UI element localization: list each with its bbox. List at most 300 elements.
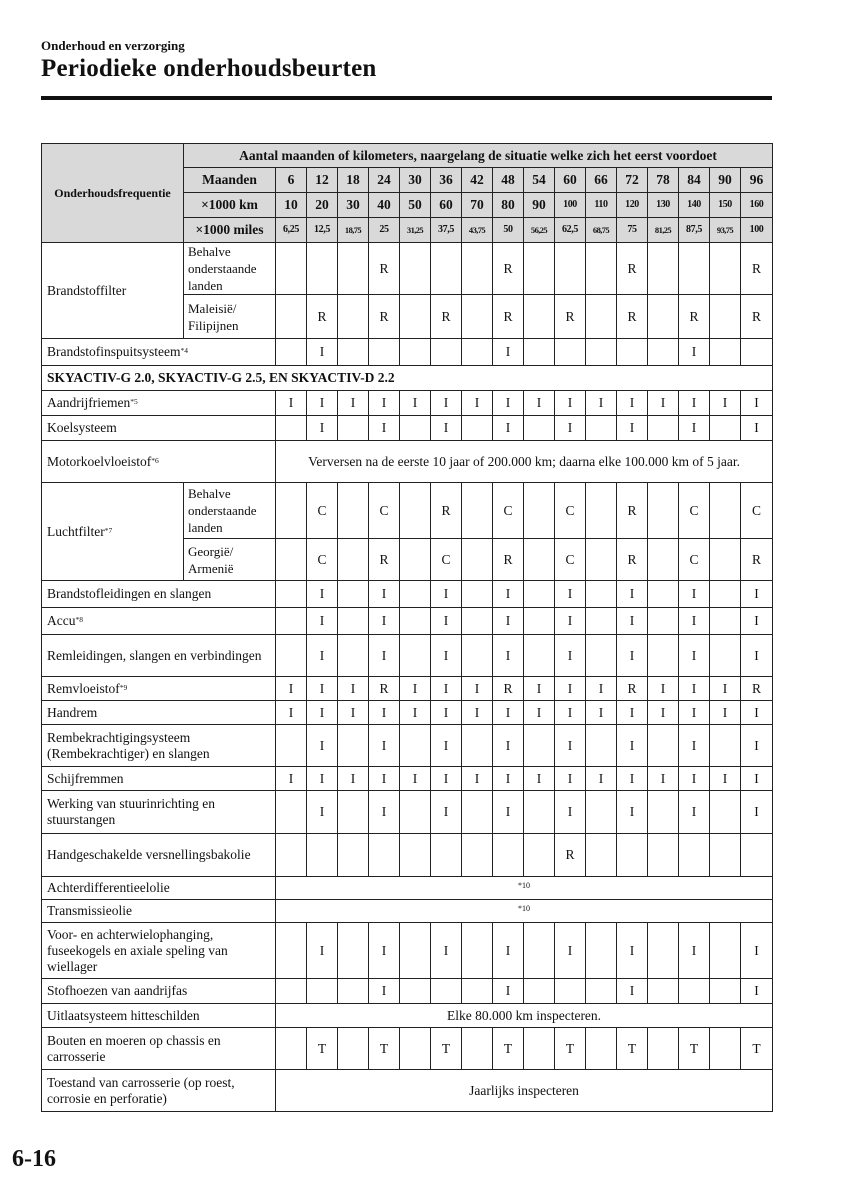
header-interval-value	[493, 218, 524, 243]
interval-cell-text: I	[754, 420, 759, 435]
interval-cell	[555, 581, 586, 608]
item-label-text: Remvloeistof	[47, 680, 120, 696]
header-interval-value-text: 48	[501, 172, 515, 187]
interval-cell-text: I	[443, 586, 449, 601]
interval-cell	[679, 979, 710, 1004]
header-interval-value-text: 6,25	[283, 224, 299, 235]
interval-cell	[555, 979, 586, 1004]
interval-cell	[555, 416, 586, 441]
interval-cell	[741, 635, 773, 677]
interval-cell-text: I	[722, 680, 728, 696]
interval-cell	[276, 243, 307, 295]
header-interval-value	[462, 193, 493, 218]
interval-cell	[679, 391, 710, 416]
maintenance-schedule-table	[41, 143, 773, 1112]
interval-cell	[586, 1028, 617, 1070]
interval-cell	[338, 923, 369, 979]
interval-cell-text: R	[627, 551, 637, 567]
interval-cell	[276, 539, 307, 581]
interval-cell-text: I	[629, 704, 635, 720]
sub-region-label-text: Behalve onderstaande landen	[188, 486, 257, 535]
interval-cell	[617, 391, 648, 416]
table-row	[42, 441, 773, 483]
interval-cell	[710, 635, 741, 677]
interval-cell	[462, 539, 493, 581]
interval-cell	[338, 391, 369, 416]
interval-cell-text: I	[319, 680, 325, 696]
interval-cell	[307, 391, 338, 416]
item-label-text: Uitlaatsysteem hitteschilden	[47, 1007, 200, 1023]
sub-region-label	[184, 539, 276, 581]
interval-cell	[369, 635, 400, 677]
interval-cell-text: I	[598, 770, 604, 786]
interval-cell	[462, 608, 493, 635]
interval-cell-text: C	[752, 502, 762, 518]
header-interval-value	[431, 218, 462, 243]
interval-cell	[369, 834, 400, 877]
interval-cell-text: I	[474, 770, 480, 786]
interval-cell	[617, 539, 648, 581]
interval-cell	[307, 725, 338, 767]
interval-cell	[679, 339, 710, 366]
header-interval-value-text: 50	[503, 224, 513, 235]
header-interval-value	[400, 168, 431, 193]
interval-cell	[493, 979, 524, 1004]
interval-cell-text: I	[629, 613, 635, 628]
interval-cell-text: T	[565, 1040, 575, 1056]
item-label	[42, 441, 276, 483]
header-interval-value	[431, 193, 462, 218]
interval-cell	[338, 1028, 369, 1070]
exhaust-note	[276, 1004, 773, 1028]
header-interval-value	[431, 168, 462, 193]
interval-cell	[369, 608, 400, 635]
interval-cell	[338, 295, 369, 339]
interval-cell-text: I	[722, 395, 728, 410]
interval-cell-text: I	[567, 586, 573, 601]
interval-cell	[431, 635, 462, 677]
interval-cell	[710, 979, 741, 1004]
header-interval-value	[276, 193, 307, 218]
interval-cell-text: I	[350, 395, 356, 410]
interval-cell	[493, 791, 524, 834]
interval-cell-text: I	[629, 983, 635, 998]
interval-cell-text: I	[350, 704, 356, 720]
interval-cell	[338, 979, 369, 1004]
interval-cell-text: I	[567, 804, 573, 819]
interval-cell	[524, 243, 555, 295]
interval-cell	[617, 243, 648, 295]
interval-cell-text: R	[565, 847, 575, 862]
interval-cell	[369, 701, 400, 725]
interval-cell	[338, 725, 369, 767]
interval-cell	[741, 243, 773, 295]
interval-cell	[400, 979, 431, 1004]
interval-cell	[741, 979, 773, 1004]
interval-cell-text: R	[503, 680, 513, 696]
interval-cell	[648, 608, 679, 635]
interval-cell	[617, 677, 648, 701]
interval-cell	[307, 979, 338, 1004]
interval-cell-text: I	[691, 770, 697, 786]
interval-cell-text: I	[629, 942, 635, 958]
item-label	[42, 635, 276, 677]
interval-cell-text: I	[443, 704, 449, 720]
interval-cell	[741, 1028, 773, 1070]
interval-cell-text: I	[443, 613, 449, 628]
interval-cell	[679, 767, 710, 791]
interval-cell	[524, 701, 555, 725]
header-interval-value	[710, 193, 741, 218]
interval-cell	[462, 701, 493, 725]
interval-cell	[524, 834, 555, 877]
sub-region-label	[184, 243, 276, 295]
interval-cell	[586, 295, 617, 339]
interval-cell	[555, 701, 586, 725]
interval-cell	[648, 1028, 679, 1070]
interval-cell-text: I	[754, 804, 759, 819]
interval-cell	[524, 539, 555, 581]
interval-cell-text: I	[598, 704, 604, 720]
interval-cell	[276, 295, 307, 339]
interval-cell	[617, 1028, 648, 1070]
item-label	[42, 677, 276, 701]
interval-cell-text: I	[288, 704, 294, 720]
interval-cell-text: I	[412, 770, 418, 786]
item-label-text: Rembekrachtigingsysteem (Rembekrachtiger) en slangen	[47, 729, 210, 761]
frequency-label-text: Onderhoudsfrequentie	[54, 186, 171, 200]
interval-cell-text: I	[381, 613, 387, 628]
header-interval-value	[555, 218, 586, 243]
interval-cell-text: I	[350, 680, 356, 696]
interval-cell	[400, 483, 431, 539]
interval-cell	[307, 608, 338, 635]
interval-cell	[369, 581, 400, 608]
interval-cell	[741, 539, 773, 581]
interval-cell	[555, 1028, 586, 1070]
interval-cell	[555, 539, 586, 581]
header-unit-label-text: Maanden	[202, 172, 257, 187]
interval-cell	[462, 923, 493, 979]
interval-cell	[617, 979, 648, 1004]
interval-cell	[679, 923, 710, 979]
interval-cell	[710, 923, 741, 979]
interval-cell	[524, 339, 555, 366]
interval-cell-text: I	[629, 647, 635, 663]
interval-cell	[741, 677, 773, 701]
interval-cell	[648, 339, 679, 366]
interval-cell	[710, 834, 741, 877]
header-interval-value-text: 20	[315, 197, 329, 212]
interval-cell-text: R	[627, 502, 637, 518]
interval-cell	[462, 483, 493, 539]
interval-cell	[400, 923, 431, 979]
interval-cell-text: I	[691, 704, 697, 720]
header-interval-value-text: 60	[563, 172, 577, 187]
interval-cell-text: T	[689, 1040, 699, 1056]
interval-cell	[679, 416, 710, 441]
interval-cell	[710, 677, 741, 701]
interval-cell	[338, 243, 369, 295]
header-interval-value-text: 36	[439, 172, 453, 187]
interval-cell-text: I	[381, 942, 387, 958]
interval-cell	[648, 581, 679, 608]
header-interval-value-text: 110	[594, 199, 608, 210]
interval-cell	[307, 767, 338, 791]
interval-cell	[741, 701, 773, 725]
header-interval-value	[400, 193, 431, 218]
interval-cell	[276, 725, 307, 767]
header-interval-value-text: 62,5	[562, 224, 578, 235]
interval-cell	[369, 1028, 400, 1070]
header-interval-value-text: 66	[594, 172, 608, 187]
interval-cell-text: I	[288, 680, 294, 696]
interval-cell	[524, 608, 555, 635]
header-interval-value	[586, 168, 617, 193]
footnote-reference-text: *10	[518, 904, 531, 913]
interval-cell	[524, 979, 555, 1004]
interval-cell	[369, 339, 400, 366]
interval-cell-text: I	[381, 420, 387, 435]
interval-cell	[679, 834, 710, 877]
interval-cell	[679, 483, 710, 539]
header-interval-value-text: 84	[687, 172, 701, 187]
sub-region-label-text: Maleisië/ Filipijnen	[188, 300, 239, 333]
interval-cell	[679, 725, 710, 767]
footnote-marker: *6	[151, 455, 159, 465]
header-interval-value-text: 96	[749, 172, 764, 187]
interval-cell	[524, 635, 555, 677]
interval-cell-text: I	[691, 737, 697, 753]
interval-cell	[400, 295, 431, 339]
interval-cell-text: I	[754, 613, 759, 628]
interval-cell	[307, 243, 338, 295]
table-row	[42, 701, 773, 725]
body-note	[276, 1070, 773, 1112]
interval-cell-text: I	[319, 704, 325, 720]
interval-cell-text: T	[627, 1040, 637, 1056]
interval-cell	[493, 677, 524, 701]
item-label-text: Aandrijfriemen	[47, 395, 131, 410]
interval-cell	[431, 539, 462, 581]
interval-cell	[617, 834, 648, 877]
interval-cell-text: R	[752, 680, 762, 696]
interval-cell	[400, 701, 431, 725]
interval-cell-text: I	[381, 983, 387, 998]
interval-cell	[648, 416, 679, 441]
header-interval-value-text: 40	[377, 197, 391, 212]
interval-cell-text: I	[567, 395, 573, 410]
interval-cell-text: I	[567, 420, 573, 435]
interval-cell	[369, 923, 400, 979]
interval-cell-text: I	[319, 586, 325, 601]
interval-cell	[431, 791, 462, 834]
item-label-text: Schijfremmen	[47, 770, 124, 786]
interval-cell	[648, 834, 679, 877]
interval-cell-text: I	[319, 613, 325, 628]
item-label-text: Motorkoelvloeistof	[47, 453, 152, 469]
item-label	[42, 725, 276, 767]
interval-cell-text: I	[660, 680, 666, 696]
interval-cell	[400, 834, 431, 877]
interval-cell	[617, 791, 648, 834]
interval-cell-text: I	[288, 770, 294, 786]
header-interval-value	[679, 168, 710, 193]
interval-cell	[710, 581, 741, 608]
header-interval-value-text: 6	[287, 172, 295, 187]
interval-cell-text: I	[443, 737, 449, 753]
header-interval-value	[648, 193, 679, 218]
interval-cell	[400, 767, 431, 791]
interval-cell	[555, 391, 586, 416]
table-row	[42, 391, 773, 416]
interval-cell	[555, 923, 586, 979]
interval-cell	[307, 339, 338, 366]
header-interval-value	[524, 218, 555, 243]
interval-cell	[276, 608, 307, 635]
interval-cell	[524, 295, 555, 339]
interval-cell-text: I	[629, 395, 635, 410]
interval-cell	[338, 834, 369, 877]
interval-cell	[307, 483, 338, 539]
interval-cell	[369, 539, 400, 581]
interval-cell-text: R	[379, 680, 389, 696]
interval-cell	[462, 243, 493, 295]
interval-cell-text: R	[441, 308, 451, 324]
interval-cell-text: I	[505, 647, 511, 663]
interval-cell	[400, 677, 431, 701]
interval-cell	[338, 539, 369, 581]
interval-cell	[617, 339, 648, 366]
item-label-text: Handgeschakelde versnellingsbakolie	[47, 847, 251, 862]
header-interval-value	[493, 168, 524, 193]
interval-cell	[586, 677, 617, 701]
interval-cell-text: I	[660, 704, 666, 720]
interval-cell-text: I	[754, 770, 759, 786]
interval-cell	[524, 791, 555, 834]
interval-cell-text: R	[565, 308, 575, 324]
header-unit-label-text: ×1000 km	[201, 197, 258, 212]
interval-cell-text: I	[567, 770, 573, 786]
header-interval-value	[741, 218, 773, 243]
interval-cell	[710, 539, 741, 581]
table-row	[42, 1070, 773, 1112]
interval-cell	[617, 295, 648, 339]
interval-cell	[679, 1028, 710, 1070]
interval-cell-text: I	[350, 770, 356, 786]
interval-cell-text: R	[689, 308, 699, 324]
interval-cell	[307, 834, 338, 877]
interval-cell	[648, 701, 679, 725]
interval-cell-text: C	[317, 551, 327, 567]
interval-cell-text: T	[379, 1040, 389, 1056]
header-interval-value-text: 25	[379, 224, 389, 235]
sub-region-label	[184, 295, 276, 339]
item-label-text: Koelsysteem	[47, 420, 117, 435]
interval-cell-text: I	[722, 704, 728, 720]
footnote-marker: *4	[180, 346, 188, 355]
header-interval-value	[400, 218, 431, 243]
interval-cell-text: I	[319, 942, 325, 958]
item-label	[42, 834, 276, 877]
interval-cell	[400, 1028, 431, 1070]
interval-cell	[462, 834, 493, 877]
item-label-text: Brandstofinspuitsysteem	[47, 344, 181, 359]
header-interval-value	[462, 168, 493, 193]
interval-cell	[400, 608, 431, 635]
interval-cell	[307, 701, 338, 725]
item-label-text: Remleidingen, slangen en verbindingen	[47, 647, 262, 663]
interval-cell-text: I	[505, 737, 511, 753]
item-fuel-filter-text: Brandstoffilter	[47, 282, 127, 298]
interval-cell	[555, 608, 586, 635]
interval-cell-text: I	[754, 586, 759, 601]
interval-cell	[276, 701, 307, 725]
interval-cell	[493, 834, 524, 877]
interval-cell-text: I	[443, 770, 449, 786]
interval-cell	[524, 923, 555, 979]
interval-cell	[493, 391, 524, 416]
footnote-marker: *5	[130, 397, 138, 406]
item-label-text: Werking van stuurinrichting en stuurstangen	[47, 796, 215, 827]
header-interval-value-text: 78	[656, 172, 670, 187]
interval-cell	[555, 677, 586, 701]
header-interval-value-text: 75	[627, 224, 637, 235]
interval-cell-text: I	[567, 704, 573, 720]
header-interval-value-text: 100	[749, 224, 764, 235]
interval-cell	[338, 635, 369, 677]
interval-cell-text: C	[565, 502, 575, 518]
interval-cell-text: R	[503, 260, 513, 276]
header-interval-value-text: 90	[532, 197, 546, 212]
item-label	[42, 1070, 276, 1112]
interval-cell	[369, 295, 400, 339]
interval-cell-text: C	[379, 502, 389, 518]
interval-cell	[586, 979, 617, 1004]
interval-cell-text: I	[754, 395, 759, 410]
engine-group-heading-text: SKYACTIV-G 2.0, SKYACTIV-G 2.5, EN SKYACTIV-D 2.2	[47, 370, 395, 385]
interval-cell-text: I	[691, 680, 697, 696]
header-interval-value	[462, 218, 493, 243]
header-interval-value-text: 130	[656, 199, 670, 210]
interval-cell-text: I	[567, 942, 573, 958]
title-rule	[41, 96, 772, 100]
interval-cell	[338, 483, 369, 539]
interval-cell-text: I	[505, 770, 511, 786]
interval-cell-text: I	[505, 420, 511, 435]
item-label-text: Transmissieolie	[47, 903, 133, 918]
item-label	[42, 767, 276, 791]
interval-cell-text: I	[660, 395, 666, 410]
interval-cell	[462, 295, 493, 339]
interval-cell	[710, 243, 741, 295]
interval-cell	[369, 483, 400, 539]
interval-cell-text: R	[503, 308, 513, 324]
interval-cell	[493, 483, 524, 539]
interval-cell-text: I	[629, 804, 635, 819]
interval-cell-text: I	[567, 680, 573, 696]
interval-cell	[679, 635, 710, 677]
header-interval-value	[276, 168, 307, 193]
interval-cell-text: T	[441, 1040, 451, 1056]
interval-cell	[555, 339, 586, 366]
interval-cell	[741, 295, 773, 339]
table-row	[42, 144, 773, 168]
interval-cell-text: R	[503, 551, 513, 567]
item-label	[42, 1028, 276, 1070]
header-interval-value-text: 30	[408, 172, 422, 187]
interval-cell-text: I	[754, 704, 759, 720]
